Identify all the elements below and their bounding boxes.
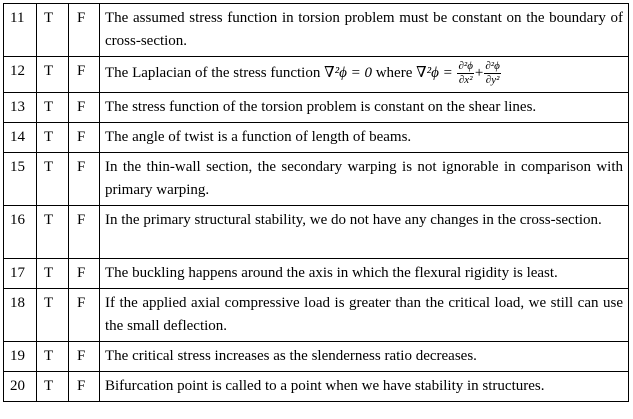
- true-option[interactable]: T: [37, 372, 69, 402]
- false-option[interactable]: F: [69, 206, 100, 259]
- statement-text: The critical stress increases as the slenderness ratio decreases.: [100, 342, 629, 372]
- false-option[interactable]: F: [69, 93, 100, 123]
- question-number: 18: [4, 289, 37, 342]
- table-row: [4, 123, 629, 153]
- table-row: [4, 206, 629, 259]
- true-option[interactable]: T: [37, 259, 69, 289]
- statement-text: The assumed stress function in torsion problem must be constant on the boundary of cross-section.: [100, 4, 629, 57]
- table-row: [4, 289, 629, 342]
- statement-text: The buckling happens around the axis in which the flexural rigidity is least.: [100, 259, 629, 289]
- question-number: 14: [4, 123, 37, 153]
- question-number: 12: [4, 57, 37, 93]
- true-false-table: [3, 3, 629, 402]
- statement-prefix: The Laplacian of the stress function: [105, 64, 325, 81]
- statement-text: Bifurcation point is called to a point when we have stability in structures.: [100, 372, 629, 402]
- true-option[interactable]: T: [37, 153, 69, 206]
- table-row: [4, 57, 629, 93]
- fraction-numerator: ∂²ϕ: [485, 60, 500, 72]
- table-row: [4, 153, 629, 206]
- question-number: 16: [4, 206, 37, 259]
- question-number: 17: [4, 259, 37, 289]
- fraction-d2phi-dx2: [457, 60, 473, 87]
- question-number: 13: [4, 93, 37, 123]
- true-option[interactable]: T: [37, 123, 69, 153]
- false-option[interactable]: F: [69, 153, 100, 206]
- question-number: 11: [4, 4, 37, 57]
- false-option[interactable]: F: [69, 289, 100, 342]
- fraction-d2phi-dy2: [484, 60, 500, 87]
- true-option[interactable]: T: [37, 57, 69, 93]
- fraction-numerator: ∂²ϕ: [458, 60, 473, 72]
- question-number: 19: [4, 342, 37, 372]
- false-option[interactable]: F: [69, 372, 100, 402]
- table-row: [4, 93, 629, 123]
- true-option[interactable]: T: [37, 93, 69, 123]
- statement-text: If the applied axial compressive load is greater than the critical load, we still can use the small deflection.: [100, 289, 629, 342]
- fraction-denominator: ∂y²: [485, 74, 500, 86]
- statement-text: In the primary structural stability, we do not have any changes in the cross-section.: [100, 206, 629, 259]
- laplacian-definition: ∇²ϕ =: [416, 64, 453, 81]
- table-row: [4, 259, 629, 289]
- statement-mid: where: [371, 64, 417, 81]
- false-option[interactable]: F: [69, 259, 100, 289]
- question-number: 15: [4, 153, 37, 206]
- statement-text: The angle of twist is a function of length of beams.: [100, 123, 629, 153]
- fraction-denominator: ∂x²: [458, 74, 473, 86]
- false-option[interactable]: F: [69, 342, 100, 372]
- true-option[interactable]: T: [37, 206, 69, 259]
- statement-text: [100, 57, 629, 93]
- false-option[interactable]: F: [69, 4, 100, 57]
- false-option[interactable]: F: [69, 57, 100, 93]
- table-row: [4, 372, 629, 402]
- question-number: 20: [4, 372, 37, 402]
- true-option[interactable]: T: [37, 4, 69, 57]
- plus-sign: +: [474, 64, 484, 81]
- table-row: [4, 4, 629, 57]
- laplacian-equation: ∇²ϕ = 0: [324, 64, 372, 81]
- statement-text: The stress function of the torsion problem is constant on the shear lines.: [100, 93, 629, 123]
- statement-text: In the thin-wall section, the secondary warping is not ignorable in comparison with primary warping.: [100, 153, 629, 206]
- true-option[interactable]: T: [37, 289, 69, 342]
- table-row: [4, 342, 629, 372]
- false-option[interactable]: F: [69, 123, 100, 153]
- true-option[interactable]: T: [37, 342, 69, 372]
